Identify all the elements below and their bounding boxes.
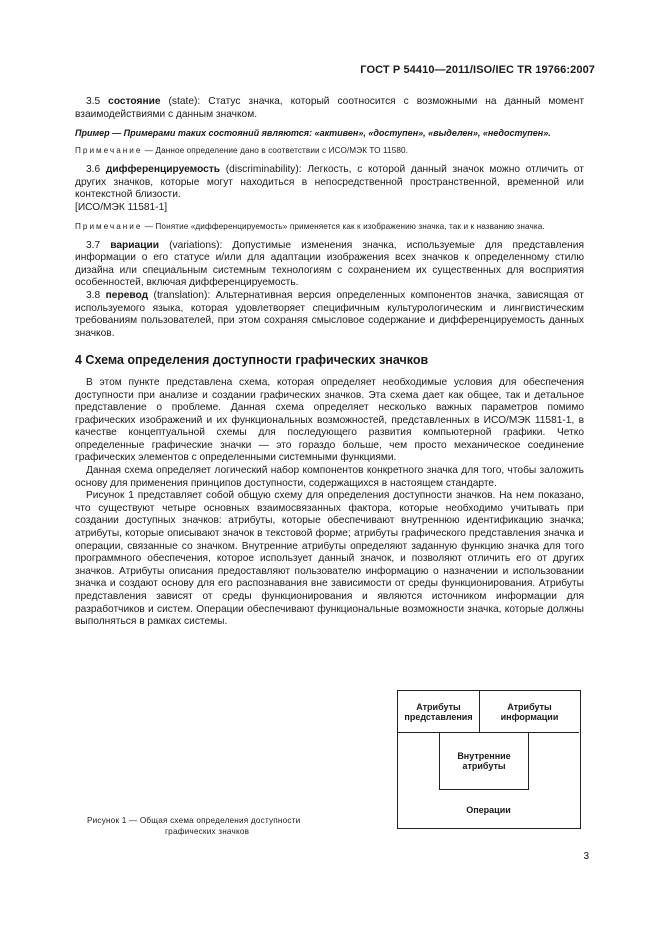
figure-caption-line: Рисунок 1 — Общая схема определения доступности (87, 816, 301, 825)
definition-term-en: (state): (168, 96, 201, 107)
definition-text: Альтернативная версия определенных компонентов значка, зависящая от используемого языка, которая удовлетворяет специфичным культурологическим и лингвистическим требованиям пользователей, при этом сохраняя смысловое содержание и дифференцируемость данных значков. (75, 289, 584, 339)
note-discriminability (75, 221, 584, 232)
definition-term: вариации (110, 239, 159, 251)
figure-cell-operations: Операции (466, 805, 511, 815)
figure-caption (87, 815, 300, 837)
definition-text: Статус значка, который соотносится с возможными на данный момент взаимодействиями с данным значком. (75, 96, 584, 120)
page-number: 3 (583, 851, 589, 862)
definition-term: перевод (105, 289, 149, 301)
definition-number: 3.5 (86, 96, 101, 107)
figure-cell-internal: Внутренние атрибуты (439, 733, 529, 790)
section-paragraph: Рисунок 1 представляет собой общую схему для определения доступности значков. На нем показано, что существуют четыре основных взаимосвязанных фактора, которые необходимо учитывать при создании доступных значков: атрибуты, которые обеспечивают внутреннюю идентификацию значка; атрибуты, которые описывают значок в текстовой форме; атрибуты графического представления значка и операции, связанные со значком. Внутренние атрибуты определяют заданную функцию значка для того программного обеспечения, которое использует данный значок, и позволяют отличить его от других значков. Атрибуты описания предоставляют пользователю информацию о назначении и использовании значка и создают основу для его распознавания вне зависимости от среды функционирования. Атрибуты представления зависят от среды функционирования и являются источником информации для разработчиков и систем. Операции обеспечивают функциональные возможности значка, которые должны выполняться в рамках системы. (75, 490, 584, 628)
accessibility-scheme-figure (397, 690, 581, 829)
definition-3-6 (75, 164, 584, 202)
section-paragraph: В этом пункте представлена схема, которая определяет необходимые условия для обеспечения доступности при анализе и создании графических значков. Эта схема дает как общее, так и детальное представление о проблеме. Данная схема определяет несколько важных параметров помимо графических изображений и их функциональных возможностей, представленных в ИСО/МЭК 11581-1, в качестве концептуальной схемы для последующего развития компьютерной графики. Четко определенные графические значки — это гораздо больше, чем просто механическое соединение графических элементов с определенными системными функциями. (75, 376, 584, 464)
example-state: Пример — Примерами таких состояний являются: «активен», «доступен», «выделен», «недоступен». (75, 128, 551, 139)
definition-term: состояние (108, 96, 161, 107)
definition-3-5 (75, 96, 584, 121)
definition-number: 3.6 (86, 164, 101, 176)
definition-3-7 (75, 240, 584, 290)
definition-term-en: (variations): (169, 239, 223, 251)
definition-text: Допустимые изменения значка, используемые для представления информации о его статусе и/или для адаптации изображения всех значков к определенному стилю дизайна или специальным системным технологиям с сохранением их существенных для восприятия особенностей, включая дифференцируемость. (75, 239, 584, 289)
figure-cell-information: Атрибуты информации (480, 691, 579, 733)
standard-code-header: ГОСТ Р 54410—2011/ISO/IEC TR 19766:2007 (360, 64, 595, 76)
note-state (75, 145, 584, 156)
note-label: Примечание (75, 221, 143, 231)
definition-3-8 (75, 290, 584, 340)
reference-iso-11581: [ИСО/МЭК 11581-1] (75, 201, 168, 213)
note-text: — Понятие «дифференцируемость» применяется как к изображению значка, так и к названию значка. (144, 221, 545, 231)
figure-cell-presentation: Атрибуты представления (398, 691, 480, 733)
page-content (75, 96, 584, 629)
definition-term: дифференцируемость (105, 164, 221, 176)
section-paragraph: Данная схема определяет логический набор компонентов конкретного значка для того, чтобы заложить основу для применения принципов доступности, содержащихся в настоящем стандарте. (75, 465, 584, 489)
definition-number: 3.7 (86, 239, 101, 251)
definition-term-en: (translation): (153, 289, 211, 301)
section-heading: 4 Схема определения доступности графических значков (75, 353, 429, 368)
note-text: — Данное определение дано в соответствии с ИСО/МЭК ТО 11580. (144, 146, 409, 156)
note-label: Примечание (75, 146, 143, 156)
figure-caption-line: графических значков (165, 827, 250, 836)
definition-term-en: (discriminability): (225, 164, 302, 176)
definition-number: 3.8 (86, 289, 101, 301)
definition-text: Легкость, с которой данный значок можно отличить от других значков, которые могут находиться в непосредственной пространственной, временной или контекстной близости. (75, 164, 584, 201)
